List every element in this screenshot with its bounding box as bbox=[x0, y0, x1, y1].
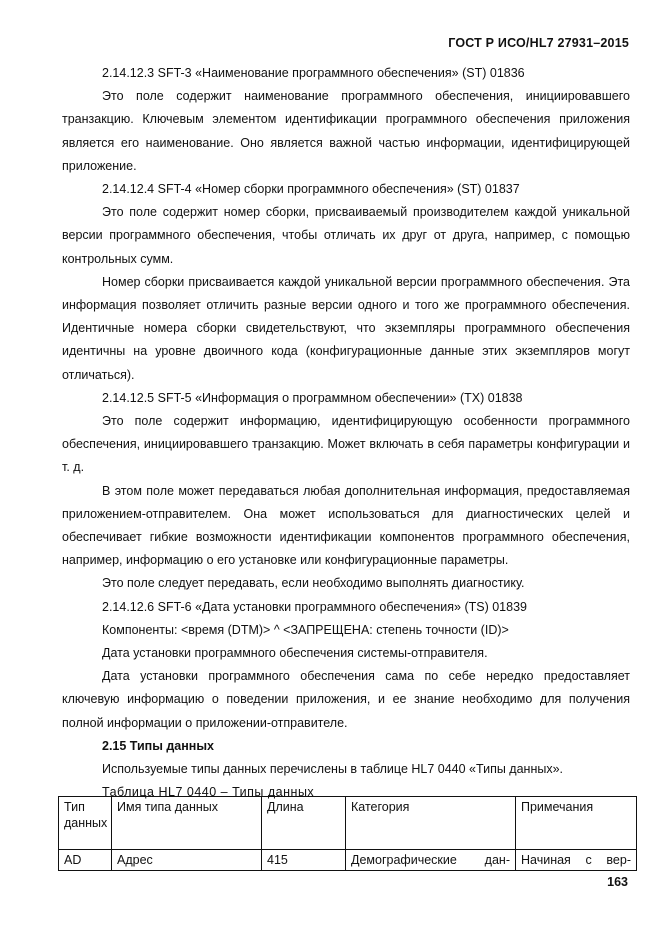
column-header: Длина bbox=[262, 797, 346, 850]
section-heading-2-14-12-3: 2.14.12.3 SFT-3 «Наименование программного обеспечения» (ST) 01836 bbox=[102, 66, 525, 80]
column-header: Имя типа данных bbox=[112, 797, 262, 850]
table-caption: Таблица HL7 0440 – Типы данных bbox=[102, 785, 315, 800]
paragraph: Дата установки программного обеспечения системы-отправителя. bbox=[102, 646, 488, 661]
table-cell: AD bbox=[59, 850, 112, 871]
standard-header: ГОСТ Р ИСО/HL7 27931–2015 bbox=[448, 36, 629, 50]
data-types-table bbox=[58, 796, 637, 871]
document-body bbox=[62, 62, 630, 805]
section-heading-2-14-12-6: 2.14.12.6 SFT-6 «Дата установки программного обеспечения» (TS) 01839 bbox=[102, 599, 527, 614]
paragraph: Номер сборки присваивается каждой уникальной версии программного обеспечения. Эта информация позволяет отличить разные версии одного и того же программного обеспечения. Идентичные номера сборки свидетельствуют, что экземпляры программного обеспечения идентичны на уровне двоичного кода (конфигурационные данные этих экземпляров могут отличаться). bbox=[62, 274, 630, 382]
paragraph: Это поле следует передавать, если необходимо выполнять диагностику. bbox=[102, 576, 525, 591]
column-header: Тип данных bbox=[59, 797, 112, 850]
column-header: Примечания bbox=[516, 797, 637, 850]
table-cell: Демографические дан- bbox=[346, 850, 516, 871]
table-header-row bbox=[59, 797, 637, 850]
section-heading-2-15: 2.15 Типы данных bbox=[102, 738, 214, 753]
paragraph: Это поле содержит информацию, идентифицирующую особенности программного обеспечения, инициировавшего транзакцию. Может включать в себя параметры конфигурации и т. д. bbox=[62, 414, 630, 475]
paragraph: Используемые типы данных перечислены в таблице HL7 0440 «Типы данных». bbox=[102, 762, 564, 777]
paragraph: Это поле содержит наименование программного обеспечения, инициировавшего транзакцию. Ключевым элементом идентификации программного обеспечения приложения является его наименование. Оно является важной частью информации, идентифицирующей приложение. bbox=[62, 89, 630, 173]
paragraph: В этом поле может передаваться любая дополнительная информация, предоставляемая приложением-отправителем. Она может использоваться для диагностических целей и обеспечивает гибкие возможности идентификации компонентов программного обеспечения, например, информацию о его установке или конфигурационные параметры. bbox=[62, 483, 630, 568]
paragraph: Дата установки программного обеспечения сама по себе нередко предоставляет ключевую информацию о поведении приложения, и ее знание необходимо для получения полной информации о приложении-отправителе. bbox=[62, 669, 630, 730]
table-cell: Начиная с вер- bbox=[516, 850, 637, 871]
section-heading-2-14-12-4: 2.14.12.4 SFT-4 «Номер сборки программного обеспечения» (ST) 01837 bbox=[102, 182, 520, 197]
table-cell: 415 bbox=[262, 850, 346, 871]
column-header: Категория bbox=[346, 797, 516, 850]
paragraph: Это поле содержит номер сборки, присваиваемый производителем каждой уникальной версии программного обеспечения, чтобы отличать их друг от друга, например, с помощью контрольных сумм. bbox=[62, 205, 630, 266]
table-cell: Адрес bbox=[112, 850, 262, 871]
page-number: 163 bbox=[607, 875, 628, 889]
components-line: Компоненты: <время (DTM)> ^ <ЗАПРЕЩЕНА: степень точности (ID)> bbox=[102, 622, 509, 637]
table-row bbox=[59, 850, 637, 871]
section-heading-2-14-12-5: 2.14.12.5 SFT-5 «Информация о программном обеспечении» (TX) 01838 bbox=[102, 390, 523, 405]
